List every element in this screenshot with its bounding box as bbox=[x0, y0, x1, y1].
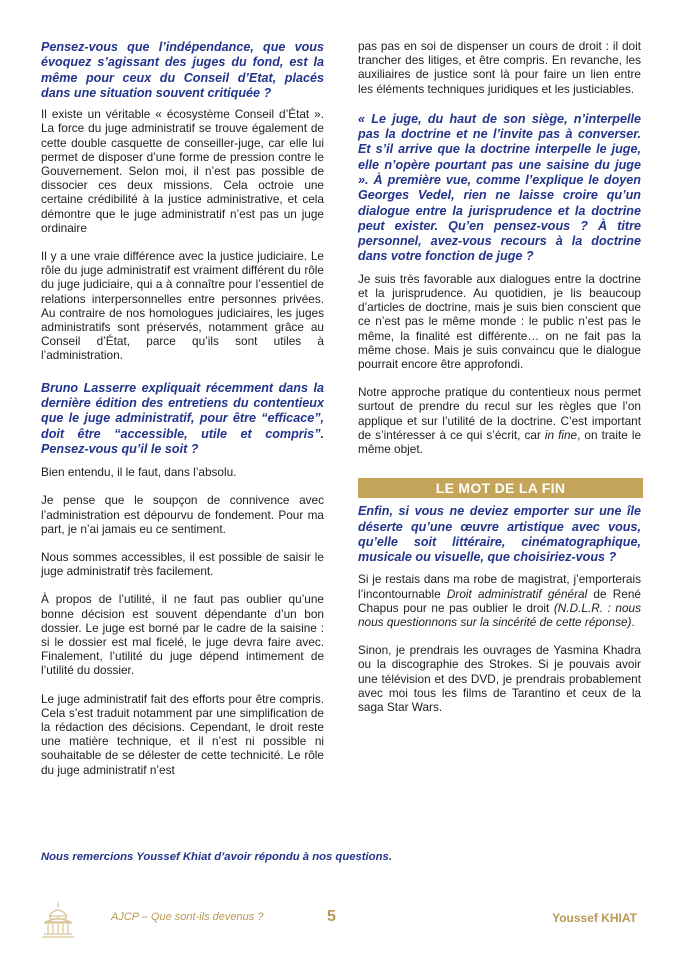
left-column bbox=[41, 40, 324, 791]
answer-paragraph: Sinon, je prendrais les ouvrages de Yasmina Khadra ou la discographie des Strokes. Si je pouvais avoir une télévision et des DVD, je prendrais probablement avec moi tous les films de Tarantino et ceux de la saga Star Wars. bbox=[358, 643, 641, 715]
author-name: Youssef KHIAT bbox=[552, 911, 637, 925]
journal-name: AJCP – Que sont-ils devenus ? bbox=[111, 911, 264, 923]
right-column bbox=[358, 39, 641, 728]
question-lasserre: Bruno Lasserre expliquait récemment dans la dernière édition des entretiens du contentieux que le juge administratif, pour être “efficace”, doit être “accessible, utile et compris”. Pensez-vous qu’il le soit ? bbox=[41, 380, 324, 456]
answer-paragraph: Il y a une vraie différence avec la justice judiciaire. Le rôle du juge administratif est vraiment différent du rôle du juge judiciaire, qui a à connaître pour l’essentiel de relations interpersonnelles entre personnes privées. Au contraire de nos homologues judiciaires, les juges administratifs sont préservés, notamment grâce au Conseil d’État, parce qu’ils sont utiles à l’administration. bbox=[41, 249, 324, 363]
book-title: Droit administratif général bbox=[446, 586, 588, 601]
answer-paragraph: À propos de l’utilité, il ne faut pas oublier qu’une bonne décision est souvent dépendante d’un bon dossier. Le juge est borné par le cadre de la saisine : si le dossier est mal ficelé, le juge devra faire avec. Finalement, l’utilité du juge dépend intimement de l’utilité du dossier. bbox=[41, 592, 324, 678]
editor-note: (N.D.L.R. : nous nous questionnons sur la sincérité de cette réponse) bbox=[358, 600, 641, 630]
answer-paragraph: Il existe un véritable « écosystème Conseil d’État ». La force du juge administratif se trouve également de cette double casquette de conseiller-juge, car elle lui permet de disposer d’une forme de pression contre le Gouvernement. Selon moi, il n’est pas possible de dissocier ces deux missions. Cela octroie une certaine crédibilité à la justice administrative, et cela démontre que le juge administratif n’est pas un juge ordinaire bbox=[41, 107, 324, 235]
answer-paragraph: Je suis très favorable aux dialogues entre la doctrine et la jurisprudence. Au quotidien, je lis beaucoup d’articles de doctrine, mais je suis bien conscient que ce n’est pas le même monde : le public n’est pas le même, la finalité est différente… on ne fait pas la même chose. Mais je suis convaincu que le dialogue pourrait encore être approfondi. bbox=[358, 271, 641, 371]
question-desert-island: Enfin, si vous ne deviez emporter sur une île déserte qu’une œuvre artistique avec vous, qu’elle soit littéraire, cinématographique, musicale ou visuelle, que choisiriez-vous ? bbox=[358, 504, 641, 565]
answer-paragraph: Bien entendu, il le faut, dans l’absolu. bbox=[41, 465, 237, 480]
page-footer bbox=[0, 900, 677, 945]
question-vedel: « Le juge, du haut de son siège, n’interpelle pas la doctrine et ne l’invite pas à converser. Et s’il arrive que la doctrine interpelle le juge, elle n’opère pourtant pas une saisine du juge ». À première vue, comme l’explique le doyen Georges Vedel, rien ne laisse croire qu’un dialogue entre la jurisprudence et la doctrine peut exister. Qu’en pensez-vous ? À titre personnel, avez-vous recours à la doctrine dans votre fonction de juge ? bbox=[358, 111, 641, 264]
answer-continuation: pas pas en soi de dispenser un cours de droit : il doit trancher des litiges, et être compris. En revanche, les auxiliaires de justice sont là pour faire un lien entre les éléments techniques juridiques et les justiciables. bbox=[358, 39, 641, 96]
page-number: 5 bbox=[327, 908, 336, 925]
answer-paragraph: Le juge administratif fait des efforts pour être compris. Cela s’est traduit notamment par une simplification de la rédaction des décisions. Cependant, le droit reste une matière technique, et il n’est ni possible ni souhaitable de se délester de cette technicité. Le rôle du juge administratif n’est bbox=[41, 691, 324, 777]
answer-paragraph: Notre approche pratique du contentieux nous permet surtout de prendre du recul sur les règles que l’on applique et sur l’utilité de la doctrine. C’est important de s’intéresser à ce qui s’écrit, car in fine, on traite le même objet. bbox=[358, 385, 641, 457]
answer-paragraph: Je pense que le soupçon de connivence avec l’administration est dépourvu de fondement. Pour ma part, je n’ai jamais eu ce sentiment. bbox=[41, 493, 324, 536]
emphasis: in fine bbox=[544, 427, 578, 442]
answer-paragraph: Nous sommes accessibles, il est possible de saisir le juge administratif très facilement. bbox=[41, 549, 324, 579]
answer-paragraph: Si je restais dans ma robe de magistrat, j’emporterais l’incontournable Droit administratif général de René Chapus pour ne pas oublier le droit (N.D.L.R. : nous nous questionnons sur la sincérité de cette réponse). bbox=[358, 572, 641, 630]
building-columns-icon bbox=[41, 900, 75, 945]
question-independence: Pensez-vous que l’indépendance, que vous évoquez s’agissant des juges du fond, est la même pour ceux du Conseil d’Etat, placés dans une situation souvent critiquée ? bbox=[41, 40, 324, 100]
section-title-banner: LE MOT DE LA FIN bbox=[358, 478, 643, 498]
closing-thanks: Nous remercions Youssef Khiat d’avoir répondu à nos questions. bbox=[41, 851, 392, 863]
